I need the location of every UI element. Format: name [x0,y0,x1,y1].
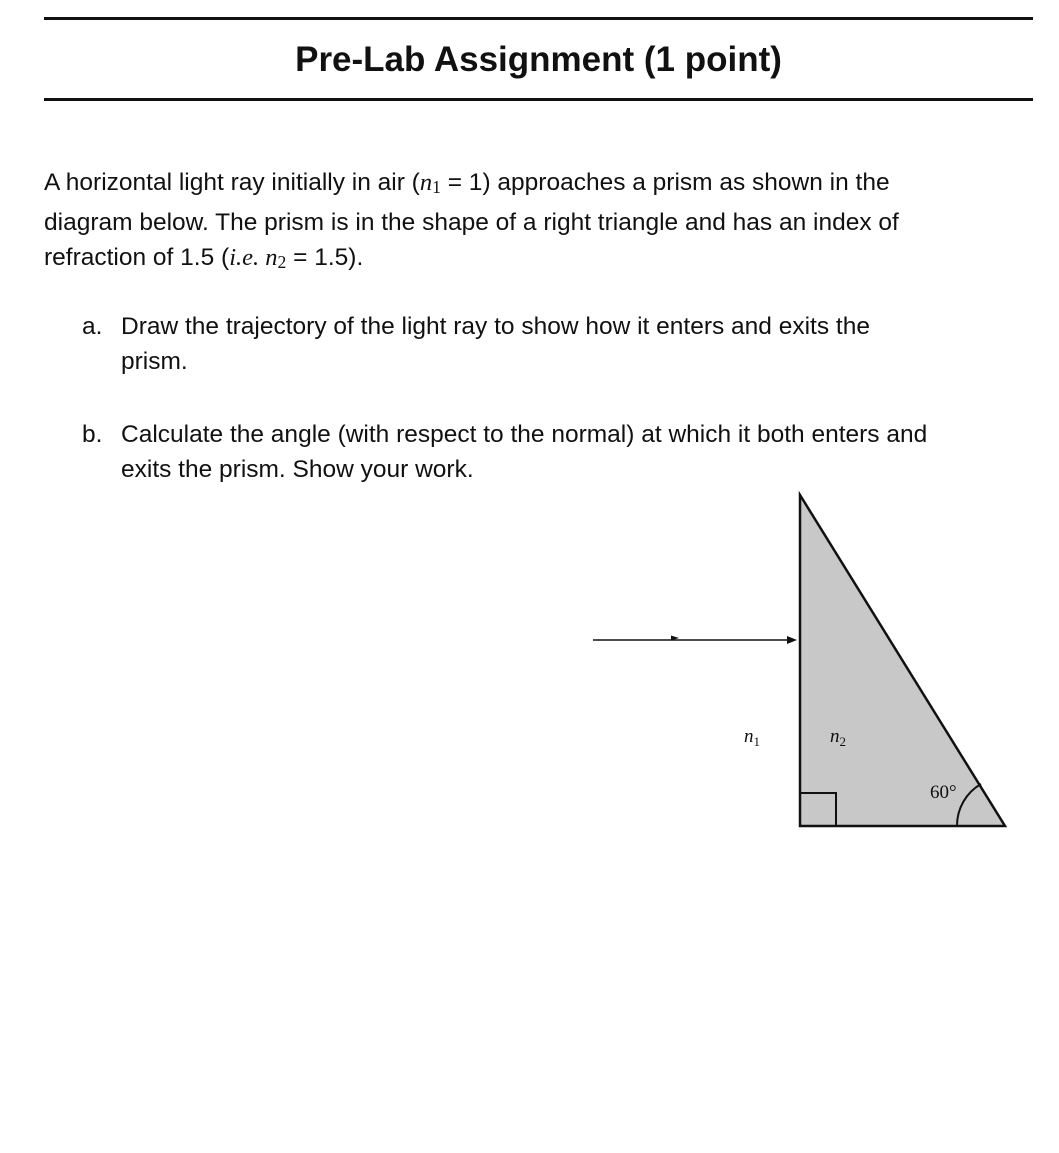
prism-triangle [800,495,1005,826]
ray-end-arrow [787,636,797,644]
angle-label: 60° [930,782,957,803]
question-b [82,417,1042,487]
intro-line-2: diagram below. The prism is in the shape of a right triangle and has an index of [44,209,899,237]
question-a-text: Draw the trajectory of the light ray to show how it enters and exits the prism. [121,313,870,375]
top-rule [44,17,1033,20]
n1-symbol: n1 [419,169,441,198]
intro-paragraph [44,165,1034,280]
question-b-text: Calculate the angle (with respect to the normal) at which it both enters and exits the prism. Show your work. [121,421,928,483]
intro-line-3: refraction of 1.5 (i.e. n2 = 1.5). [44,244,364,273]
label-n1: $n_1$ [744,726,760,749]
intro-line-1: A horizontal light ray initially in air (n1 = 1) approaches a prism as shown in the [44,169,890,198]
question-b-marker: b. [82,421,103,448]
question-a-marker: a. [82,313,103,340]
bottom-rule [44,98,1033,101]
question-a [82,309,1042,379]
prism-diagram [580,480,1020,840]
ie-n2-symbol: i.e. n2 [229,244,287,273]
label-n2: $n_2$ [830,726,846,749]
page-title: Pre-Lab Assignment (1 point) [295,40,782,79]
